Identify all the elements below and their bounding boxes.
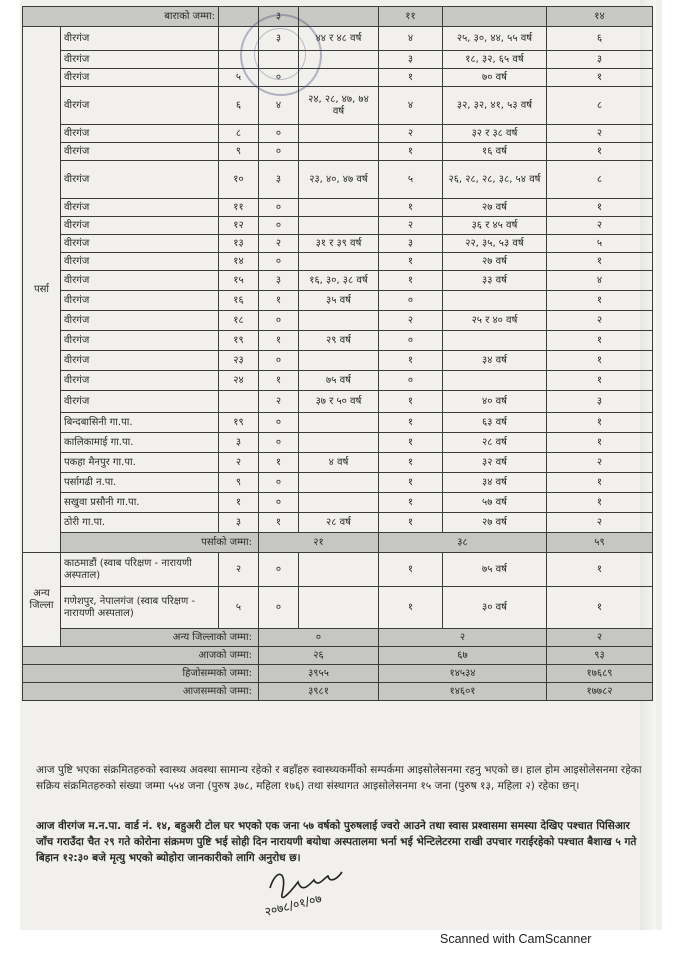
male-count: १ [379, 433, 443, 453]
place-name: वीरगंज [61, 351, 219, 371]
female-count: १ [259, 371, 299, 391]
male-ages: २२, ३५, ५३ वर्ष [443, 235, 547, 253]
male-count: ४ [379, 27, 443, 51]
row-total: १ [547, 331, 653, 351]
place-name: वीरगंज [61, 125, 219, 143]
yesterday-total-row-c3: १७६८९ [547, 665, 653, 683]
table-row [23, 413, 653, 433]
male-ages: ७० वर्ष [443, 69, 547, 87]
female-ages: १६, ३०, ३८ वर्ष [299, 271, 379, 291]
table-row [23, 493, 653, 513]
ward-number: १९ [219, 331, 259, 351]
ward-number: १ [219, 493, 259, 513]
table-row [23, 51, 653, 69]
row-total: ५ [547, 235, 653, 253]
female-ages: ३१ र ३९ वर्ष [299, 235, 379, 253]
parsa-total-row-label: पर्साको जम्मा: [61, 533, 259, 553]
female-count: ० [259, 473, 299, 493]
bara-total-row [23, 7, 653, 27]
row-total: १ [547, 413, 653, 433]
male-ages: ३४ वर्ष [443, 351, 547, 371]
other-total-row [23, 629, 653, 647]
male-count: ४ [379, 87, 443, 125]
male-ages: ५७ वर्ष [443, 493, 547, 513]
female-count: ० [259, 199, 299, 217]
female-ages [299, 217, 379, 235]
parsa-total-row-c3: ५९ [547, 533, 653, 553]
table-row [23, 331, 653, 351]
row-total: १ [547, 69, 653, 87]
today-total-row [23, 647, 653, 665]
table-row [23, 433, 653, 453]
male-ages: २६, २८, २८, ३८, ५४ वर्ष [443, 161, 547, 199]
place-name: वीरगंज [61, 87, 219, 125]
male-ages: ४० वर्ष [443, 391, 547, 413]
female-count: १ [259, 331, 299, 351]
ward-number: १२ [219, 217, 259, 235]
row-total: २ [547, 453, 653, 473]
signature-date: २०७८/०१/०७ [263, 891, 324, 919]
row-total: ३ [547, 391, 653, 413]
ward-number: १९ [219, 413, 259, 433]
male-count: १ [379, 513, 443, 533]
male-ages: ३३ वर्ष [443, 271, 547, 291]
table-row [23, 473, 653, 493]
ward-number: १० [219, 161, 259, 199]
bara-total-c1: ३ [259, 7, 299, 27]
ward-number: ६ [219, 87, 259, 125]
yesterday-total-row [23, 665, 653, 683]
ward-number: १८ [219, 311, 259, 331]
male-ages: १८, ३२, ६५ वर्ष [443, 51, 547, 69]
ward-number [219, 391, 259, 413]
female-ages [299, 473, 379, 493]
ward-number: ५ [219, 587, 259, 629]
place-name: वीरगंज [61, 69, 219, 87]
row-total: २ [547, 311, 653, 331]
male-count: १ [379, 553, 443, 587]
male-count: ५ [379, 161, 443, 199]
ward-number: २३ [219, 351, 259, 371]
male-count: ० [379, 371, 443, 391]
female-ages [299, 143, 379, 161]
male-ages: ६३ वर्ष [443, 413, 547, 433]
row-total: १ [547, 351, 653, 371]
female-count: ४ [259, 87, 299, 125]
male-ages: २७ वर्ष [443, 513, 547, 533]
female-ages: २८ वर्ष [299, 513, 379, 533]
female-count: ० [259, 553, 299, 587]
parsa-total-row-c1: २१ [259, 533, 379, 553]
male-count: १ [379, 413, 443, 433]
place-name: वीरगंज [61, 371, 219, 391]
female-ages [299, 351, 379, 371]
female-ages [299, 253, 379, 271]
today-total-row-c3: ९३ [547, 647, 653, 665]
male-ages [443, 371, 547, 391]
female-count: २ [259, 235, 299, 253]
ward-number: ९ [219, 143, 259, 161]
female-count: ० [259, 587, 299, 629]
cumulative-total-row-label: आजसम्मको जम्मा: [23, 683, 259, 701]
female-count: ० [259, 351, 299, 371]
female-ages: ४४ र ४८ वर्ष [299, 27, 379, 51]
place-name: वीरगंज [61, 331, 219, 351]
ward-number: ३ [219, 513, 259, 533]
table-body [23, 7, 653, 701]
bara-total-label: बाराको जम्मा: [23, 7, 219, 27]
place-name: वीरगंज [61, 235, 219, 253]
female-ages [299, 493, 379, 513]
yesterday-total-row-c1: ३९५५ [259, 665, 379, 683]
female-ages: ३७ र ५० वर्ष [299, 391, 379, 413]
male-count: १ [379, 473, 443, 493]
female-ages: ७५ वर्ष [299, 371, 379, 391]
female-count: ३ [259, 271, 299, 291]
scanner-watermark: Scanned with CamScanner [440, 932, 592, 946]
table-row [23, 125, 653, 143]
row-total: २ [547, 217, 653, 235]
place-name: वीरगंज [61, 291, 219, 311]
male-count: १ [379, 271, 443, 291]
row-total: १ [547, 143, 653, 161]
ward-number: ८ [219, 125, 259, 143]
table-row [23, 161, 653, 199]
place-name: कालिकामाई गा.पा. [61, 433, 219, 453]
female-count: ० [259, 311, 299, 331]
cumulative-total-row-c2: १४६०१ [379, 683, 547, 701]
other-total-row-c2: २ [379, 629, 547, 647]
female-ages: २९ वर्ष [299, 331, 379, 351]
male-count: ३ [379, 235, 443, 253]
paragraph-death-report: आज वीरगंज म.न.पा. वार्ड नं. १४, बहुअरी टोल घर भएको एक जना ५७ वर्षको पुरुषलाई ज्वरो आउने तथा स्वास प्रश्वासमा समस्या देखिए पश्चात पिसिआर जाँच गराउँदा चैत २९ गते कोरोना संक्रमण पुष्टि भई सोही दिन नारायणी बयोधा अस्पतालमा भर्ना भई भेन्टिलेटरमा राखी उपचार गराईरहेको पश्चात बैशाख ५ गते बिहान १२:३० बजे मृत्यु भएको ब्योहोरा जानकारीको लागि अनुरोध छ। [36, 820, 637, 864]
yesterday-total-row-label: हिजोसम्मको जम्मा: [23, 665, 259, 683]
table-row [23, 291, 653, 311]
cumulative-total-row-c3: १७७८२ [547, 683, 653, 701]
row-total: ४ [547, 271, 653, 291]
bara-total-c3: १४ [547, 7, 653, 27]
female-count: ० [259, 493, 299, 513]
male-ages [443, 291, 547, 311]
male-ages: २७ वर्ष [443, 253, 547, 271]
place-name: गणेशपुर, नेपालगंज (स्वाब परिक्षण - नारायणी अस्पताल) [61, 587, 219, 629]
place-name: सखुवा प्रसौनी गा.पा. [61, 493, 219, 513]
male-ages: ३२ र ३८ वर्ष [443, 125, 547, 143]
today-total-row-c2: ६७ [379, 647, 547, 665]
male-count: २ [379, 311, 443, 331]
table-row [23, 513, 653, 533]
male-ages: १६ वर्ष [443, 143, 547, 161]
female-ages [299, 413, 379, 433]
place-name: वीरगंज [61, 27, 219, 51]
other-total-row-c3: २ [547, 629, 653, 647]
row-total: १ [547, 253, 653, 271]
place-name: वीरगंज [61, 199, 219, 217]
other-total-row-c1: ० [259, 629, 379, 647]
paragraph-isolation-status: आज पुष्टि भएका संक्रमितहरुको स्वास्थ्य अवस्था सामान्य रहेको र बहाँहरु स्वास्थ्यकर्मीको सम्पर्कमा आइसोलेसनमा रहनु भएको छ। हाल होम आइसोलेसनमा रहेका सक्रिय संक्रमितहरुको संख्या जम्मा ५५४ जना (पुरुष ३७८, महिला १७६) तथा संस्थागत आइसोलेसनमा १५ जना (पुरुष १३, महिला २) रहेका छन्। [36, 764, 642, 792]
male-count: २ [379, 217, 443, 235]
parsa-total-row [23, 533, 653, 553]
table-row [23, 271, 653, 291]
male-ages: ३४ वर्ष [443, 473, 547, 493]
row-total: २ [547, 513, 653, 533]
row-total: १ [547, 553, 653, 587]
other-total-row-label: अन्य जिल्लाको जम्मा: [61, 629, 259, 647]
signature [262, 864, 372, 924]
male-ages: २५, ३०, ४४, ५५ वर्ष [443, 27, 547, 51]
female-ages [299, 311, 379, 331]
cumulative-total-row [23, 683, 653, 701]
covid-cases-table [22, 6, 653, 701]
row-total: २ [547, 125, 653, 143]
female-count: १ [259, 513, 299, 533]
place-name: वीरगंज [61, 51, 219, 69]
place-name: वीरगंज [61, 311, 219, 331]
place-name: वीरगंज [61, 391, 219, 413]
male-ages: ३० वर्ष [443, 587, 547, 629]
row-total: १ [547, 433, 653, 453]
place-name: पर्सागढी न.पा. [61, 473, 219, 493]
male-count: २ [379, 125, 443, 143]
table-row [23, 453, 653, 473]
male-ages: ३६ र ४५ वर्ष [443, 217, 547, 235]
row-total: १ [547, 199, 653, 217]
table-row [23, 87, 653, 125]
male-count: १ [379, 351, 443, 371]
ward-number: २ [219, 553, 259, 587]
place-name: पकहा मैनपुर गा.पा. [61, 453, 219, 473]
female-count: ० [259, 253, 299, 271]
male-count: १ [379, 391, 443, 413]
female-count: १ [259, 291, 299, 311]
table-row [23, 587, 653, 629]
male-ages [443, 331, 547, 351]
table-row [23, 217, 653, 235]
district-label-other: अन्य जिल्ला [23, 553, 61, 647]
cumulative-total-row-c1: ३९८१ [259, 683, 379, 701]
female-count: ३ [259, 27, 299, 51]
bara-total-c2: ११ [379, 7, 443, 27]
today-total-row-label: आजको जम्मा: [23, 647, 259, 665]
row-total: १ [547, 291, 653, 311]
male-ages: २५ र ४० वर्ष [443, 311, 547, 331]
table-row [23, 27, 653, 51]
female-count: ० [259, 433, 299, 453]
male-ages: २७ वर्ष [443, 199, 547, 217]
ward-number: १५ [219, 271, 259, 291]
male-count: १ [379, 69, 443, 87]
table-row [23, 371, 653, 391]
male-count: १ [379, 199, 443, 217]
ward-number: ११ [219, 199, 259, 217]
male-ages: २८ वर्ष [443, 433, 547, 453]
female-count: ० [259, 217, 299, 235]
female-ages: २४, २८, ४७, ७४ वर्ष [299, 87, 379, 125]
male-count: ३ [379, 51, 443, 69]
female-ages [299, 587, 379, 629]
male-count: १ [379, 493, 443, 513]
male-ages: ७५ वर्ष [443, 553, 547, 587]
table-row [23, 553, 653, 587]
female-count: १ [259, 453, 299, 473]
female-count: ० [259, 69, 299, 87]
row-total: ८ [547, 87, 653, 125]
place-name: वीरगंज [61, 217, 219, 235]
row-total: ३ [547, 51, 653, 69]
place-name: काठमाडौं (स्वाब परिक्षण - नारायणी अस्पताल) [61, 553, 219, 587]
female-ages [299, 553, 379, 587]
ward-number: ३ [219, 433, 259, 453]
male-count: १ [379, 253, 443, 271]
ward-number: २ [219, 453, 259, 473]
place-name: वीरगंज [61, 253, 219, 271]
place-name: बिन्दबासिनी गा.पा. [61, 413, 219, 433]
row-total: ८ [547, 161, 653, 199]
ward-number: ५ [219, 69, 259, 87]
table-row [23, 253, 653, 271]
today-total-row-c1: २६ [259, 647, 379, 665]
female-count: ० [259, 125, 299, 143]
office-stamp [240, 14, 322, 96]
male-count: १ [379, 143, 443, 161]
table-row [23, 235, 653, 253]
male-count: ० [379, 291, 443, 311]
female-ages: ४ वर्ष [299, 453, 379, 473]
parsa-total-row-c2: ३८ [379, 533, 547, 553]
male-ages: ३२, ३२, ४१, ५३ वर्ष [443, 87, 547, 125]
place-name: ठोरी गा.पा. [61, 513, 219, 533]
row-total: १ [547, 587, 653, 629]
place-name: वीरगंज [61, 271, 219, 291]
row-total: १ [547, 371, 653, 391]
female-ages: ३५ वर्ष [299, 291, 379, 311]
yesterday-total-row-c2: १४५३४ [379, 665, 547, 683]
district-label-parsa: पर्सा [23, 27, 61, 553]
female-ages [299, 125, 379, 143]
male-count: ० [379, 331, 443, 351]
table-row [23, 69, 653, 87]
female-ages [299, 433, 379, 453]
female-count: ० [259, 413, 299, 433]
place-name: वीरगंज [61, 143, 219, 161]
female-count: ० [259, 143, 299, 161]
table-row [23, 199, 653, 217]
table-row [23, 391, 653, 413]
female-count: २ [259, 391, 299, 413]
table-row [23, 351, 653, 371]
ward-number: ९ [219, 473, 259, 493]
female-count: ३ [259, 161, 299, 199]
ward-number: २४ [219, 371, 259, 391]
ward-number: १४ [219, 253, 259, 271]
male-count: १ [379, 587, 443, 629]
male-count: १ [379, 453, 443, 473]
ward-number: १६ [219, 291, 259, 311]
row-total: ६ [547, 27, 653, 51]
row-total: १ [547, 473, 653, 493]
table-row [23, 311, 653, 331]
table-row [23, 143, 653, 161]
female-ages [299, 199, 379, 217]
female-ages: २३, ४०, ४७ वर्ष [299, 161, 379, 199]
row-total: १ [547, 493, 653, 513]
male-ages: ३२ वर्ष [443, 453, 547, 473]
ward-number: १३ [219, 235, 259, 253]
place-name: वीरगंज [61, 161, 219, 199]
